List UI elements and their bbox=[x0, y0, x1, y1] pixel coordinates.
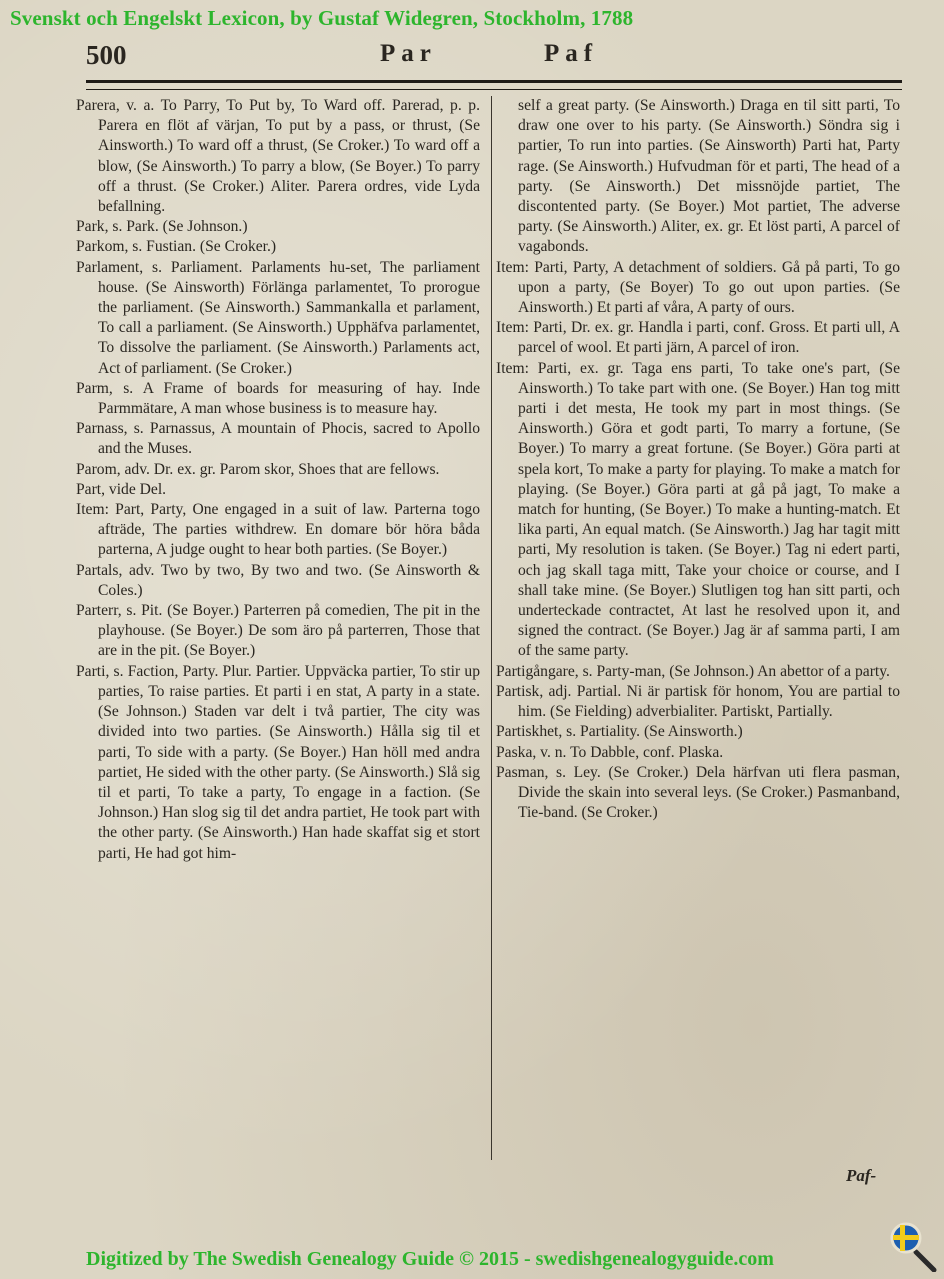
entry-parti-item-part: Item: Parti, ex. gr. Taga ens parti, To take one's part, (Se Ainsworth.) To take part with one. (Se Boyer.) Han tog mitt parti i det mesta, He took my part in most things. (Se Ainsworth.) Göra et godt parti, To marry a fortune, (Se Boyer.) To marry a great fortune. (Se Boyer.) Göra parti at spela kort, To make a party for playing. To make a match for playing. (Se Boyer.) Göra parti at gå på jagt, To make a match for hunting, (Se Boyer.) To make a hunting-match. Et lika parti, An equal match. (Se Ainsworth.) Jag har tagit mitt parti, My resolution is taken. (Se Boyer.) Tag ni edert parti, och jag skall taga mitt, Take your choice or course, and I shall take mine. (Se Boyer.) Slutligen tog han sitt parti, och underteckade contractet, At last he resolved upon it, and signed the contract. (Se Boyer.) Jag är af samma parti, I am of the same party. bbox=[496, 359, 900, 660]
column-divider bbox=[491, 96, 492, 1160]
entry-part: Part, vide Del. bbox=[76, 480, 167, 498]
entry-parkom: Parkom, s. Fustian. (Se Croker.) bbox=[76, 238, 277, 256]
entry-park: Park, s. Park. (Se Johnson.) bbox=[76, 218, 248, 236]
title-banner: Svenskt och Engelskt Lexicon, by Gustaf Widegren, Stockholm, 1788 bbox=[10, 6, 634, 30]
entry-parti-item-parcel: Item: Parti, Dr. ex. gr. Handla i parti, conf. Gross. Et parti ull, A parcel of wool. Et parti järn, A parcel of iron. bbox=[496, 319, 900, 357]
running-head-right: Paf bbox=[544, 40, 599, 67]
swedish-flag-magnifier-icon[interactable] bbox=[890, 1222, 938, 1272]
entry-parti: Parti, s. Faction, Party. Plur. Partier. Uppväcka partier, To stir up parties, To raise parties. Et parti i en stat, A party in a state. (Se Johnson.) Staden var delt i två partier, The city was divided into two parties. (Se Ainsworth.) Hålla sig til et parti, To side with a party. (Se Boyer.) Han höll med andra partiet, He sided with the other party. (Se Ainsworth.) Slå sig til et parti, To take a party, To engage in a faction. (Se Johnson.) Han slog sig til det andra partiet, He took part with the other party. (Se Ainsworth.) Han hade skaffat sig et stort parti, He had got him- bbox=[76, 662, 480, 862]
running-head-left: Par bbox=[380, 40, 437, 67]
header-rule bbox=[86, 80, 902, 90]
entry-parti-continued: self a great party. (Se Ainsworth.) Draga en til sitt parti, To draw one over to his party. (Se Ainsworth.) Söndra sig i partier, To run into parties. (Se Ainsworth) Parti hat, Party rage. (Se Ainsworth.) Hufvudman för et parti, The head of a party. (Se Ainsworth.) Det missnöjde partiet, The discontented party. (Se Boyer.) Mot partiet, The adverse party. (Se Ainsworth.) Aliter, ex. gr. Et löst parti, A parcel of vagabonds. bbox=[518, 97, 900, 256]
entry-parom: Parom, adv. Dr. ex. gr. Parom skor, Shoes that are fellows. bbox=[76, 460, 440, 478]
footer-banner: Digitized by The Swedish Genealogy Guide © 2015 - swedishgenealogyguide.com bbox=[86, 1248, 774, 1270]
entry-parnass: Parnass, s. Parnassus, A mountain of Phocis, sacred to Apollo and the Muses. bbox=[76, 420, 480, 458]
entry-parlament: Parlament, s. Parliament. Parlaments hu-set, The parliament house. (Se Ainsworth) Förlänga parlamentet, To prorogue the parliament. (Se Ainsworth.) Sammankalla et parlament, To call a parliament. (Se Ainsworth.) Upphäfva parlamentet, To dissolve the parliament. (Se Ainsworth.) Parlaments act, Act of parliament. (Se Croker.) bbox=[76, 258, 480, 377]
right-column bbox=[496, 96, 900, 1176]
entry-paska: Paska, v. n. To Dabble, conf. Plaska. bbox=[496, 743, 724, 761]
entry-part-item: Item: Part, Party, One engaged in a suit of law. Parterna togo afträde, The parties withdrew. En domare bör höra båda parterna, A judge ought to hear both parties. (Se Boyer.) bbox=[76, 501, 480, 559]
entry-partiskhet: Partiskhet, s. Partiality. (Se Ainsworth.) bbox=[496, 723, 743, 741]
entry-partigangare: Partigångare, s. Party-man, (Se Johnson.) An abettor of a party. bbox=[496, 662, 890, 680]
entry-pasman: Pasman, s. Ley. (Se Croker.) Dela härfvan uti flera pasman, Divide the skain into several leys. (Se Croker.) Pasmanband, Tie-band. (Se Croker.) bbox=[496, 763, 900, 822]
catchword: Paf- bbox=[846, 1166, 877, 1185]
entry-parera: Parera, v. a. To Parry, To Put by, To Ward off. Parerad, p. p. Parera en flöt af värjan, To put by a pass, or thrust, (Se Ainsworth.) To ward off a thrust, (Se Croker.) To ward off a blow, (Se Ainsworth.) To parry a blow, (Se Boyer.) To parry off a thrust. (Se Croker.) Aliter. Parera ordres, vide Lyda befallning. bbox=[76, 97, 480, 216]
left-column bbox=[76, 96, 480, 1176]
entry-parm: Parm, s. A Frame of boards for measuring of hay. Inde Parmmätare, A man whose business is to measure hay. bbox=[76, 379, 480, 418]
entry-partisk: Partisk, adj. Partial. Ni är partisk för honom, You are partial to him. (Se Fielding) adverbialiter. Partiskt, Partially. bbox=[496, 682, 900, 721]
entry-parti-item-soldiers: Item: Parti, Party, A detachment of soldiers. Gå på parti, To go upon a party, (Se Boyer) To go out upon parties. (Se Ainsworth.) Et parti af våra, A party of ours. bbox=[496, 258, 900, 317]
entry-partals: Partals, adv. Two by two, By two and two. (Se Ainsworth & Coles.) bbox=[76, 561, 480, 599]
page-number: 500 bbox=[86, 40, 127, 70]
running-header bbox=[0, 40, 944, 74]
entry-parterr: Parterr, s. Pit. (Se Boyer.) Parterren på comedien, The pit in the playhouse. (Se Boyer.) De som äro på parterren, Those that are in the pit. (Se Boyer.) bbox=[76, 602, 480, 660]
